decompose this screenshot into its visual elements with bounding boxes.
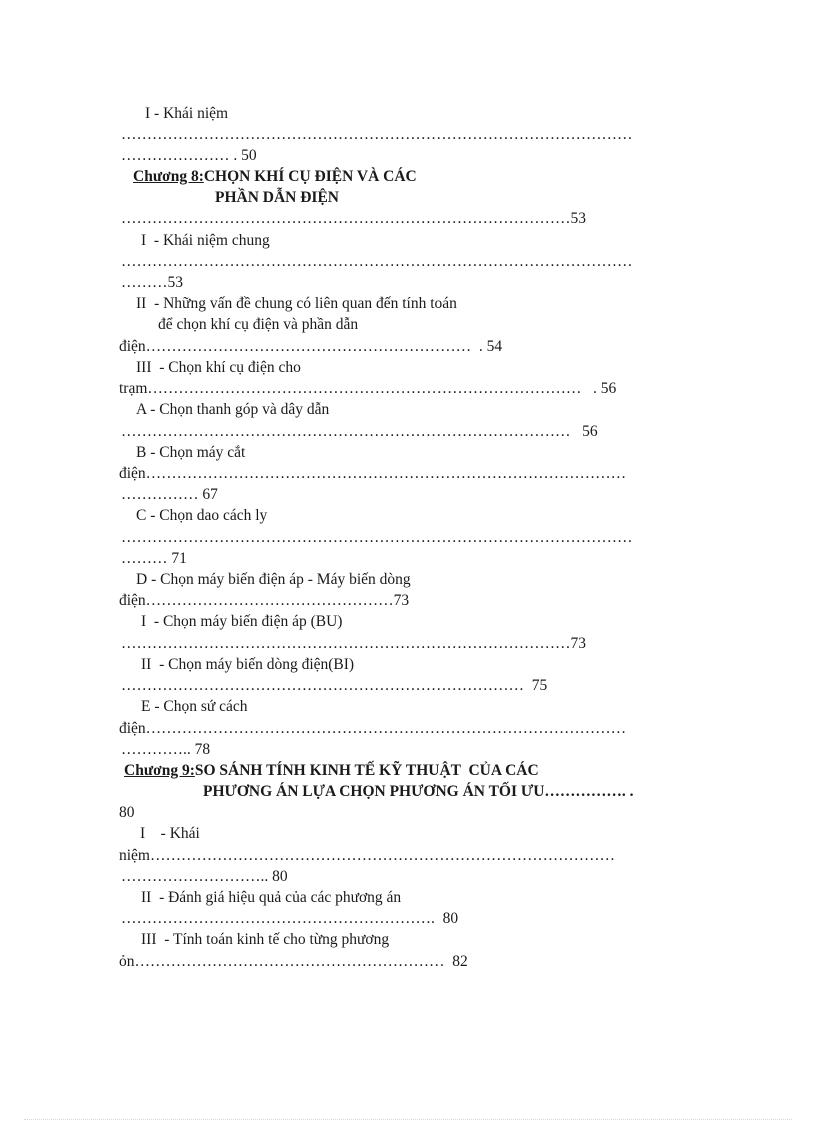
chapter-8-title: CHỌN KHÍ CỤ ĐIỆN VÀ CÁC (203, 168, 417, 185)
toc-entry: II - Những vấn đề chung có liên quan đến tính toán (136, 295, 457, 312)
chapter-8-title-cont: PHẦN DẪN ĐIỆN (215, 189, 339, 206)
toc-page-number: ……… 71 (121, 550, 187, 567)
toc-entry-cont: niệm……………………………………………………………………………… (119, 847, 615, 864)
toc-page-number: ………….. 78 (121, 741, 211, 758)
toc-leader: …………………………………………………………………………… 56 (121, 423, 598, 440)
toc-entry: III - Tính toán kinh tế cho từng phương (141, 931, 390, 948)
toc-entry: I - Khái niệm chung (141, 232, 270, 249)
toc-entry-cont: điện……………………………………………………… . 54 (119, 338, 503, 355)
toc-leader: …………………………………………………………………… 75 (121, 677, 548, 694)
toc-entry-cont: trạm………………………………………………………………………… . 56 (119, 380, 617, 397)
toc-entry: I - Khái (140, 825, 200, 842)
toc-leader: ……………………………………………………………………………53 (121, 210, 586, 227)
toc-entry: II - Chọn máy biến dòng điện(BI) (141, 656, 355, 673)
toc-leader: ……………………………………………………………………………73 (121, 635, 586, 652)
toc-entry-cont: điện…………………………………………73 (119, 592, 410, 609)
toc-entry-cont: điện………………………………………………………………………………… (119, 465, 627, 482)
toc-entry: III - Chọn khí cụ điện cho (136, 359, 301, 376)
chapter-9-heading (124, 761, 539, 782)
toc-leader: ……………………………………………………. 80 (121, 910, 459, 927)
toc-entry-cont: điện………………………………………………………………………………… (119, 720, 627, 737)
toc-entry: C - Chọn dao cách ly (136, 507, 268, 524)
chapter-8-label: Chương 8: (133, 168, 204, 185)
page-bottom-border (24, 1119, 792, 1120)
chapter-8-heading (133, 167, 417, 188)
toc-leader: ……………………………………………………………………………………… (121, 253, 633, 270)
toc-entry: I - Chọn máy biến điện áp (BU) (141, 613, 343, 630)
toc-entry-cont: ỏn…………………………………………………… 82 (119, 953, 468, 970)
toc-page-number: ………………… . 50 (121, 147, 257, 164)
toc-page-number: ……………………….. 80 (121, 868, 288, 885)
toc-page-number: 80 (119, 804, 135, 821)
chapter-9-title: SO SÁNH TÍNH KINH TẾ KỸ THUẬT CỦA CÁC (194, 762, 539, 779)
toc-entry: A - Chọn thanh góp và dây dẫn (136, 401, 330, 418)
toc-entry: II - Đánh giá hiệu quả của các phương án (141, 889, 402, 906)
chapter-9-title-cont: PHƯƠNG ÁN LỰA CHỌN PHƯƠNG ÁN TỐI ƯU……………. . (203, 783, 634, 800)
toc-page-number: …………… 67 (121, 486, 218, 503)
toc-entry-cont: để chọn khí cụ điện và phần dẫn (158, 316, 359, 333)
toc-entry: B - Chọn máy cắt (136, 444, 246, 461)
chapter-9-label: Chương 9: (124, 762, 195, 779)
toc-entry: I - Khái niệm (145, 105, 229, 122)
toc-entry: D - Chọn máy biến điện áp - Máy biến dòng (136, 571, 411, 588)
toc-leader: ……………………………………………………………………………………… (121, 126, 633, 143)
toc-leader: ……………………………………………………………………………………… (121, 529, 633, 546)
toc-entry: E - Chọn sứ cách (141, 698, 248, 715)
toc-page-number: ………53 (121, 274, 183, 291)
